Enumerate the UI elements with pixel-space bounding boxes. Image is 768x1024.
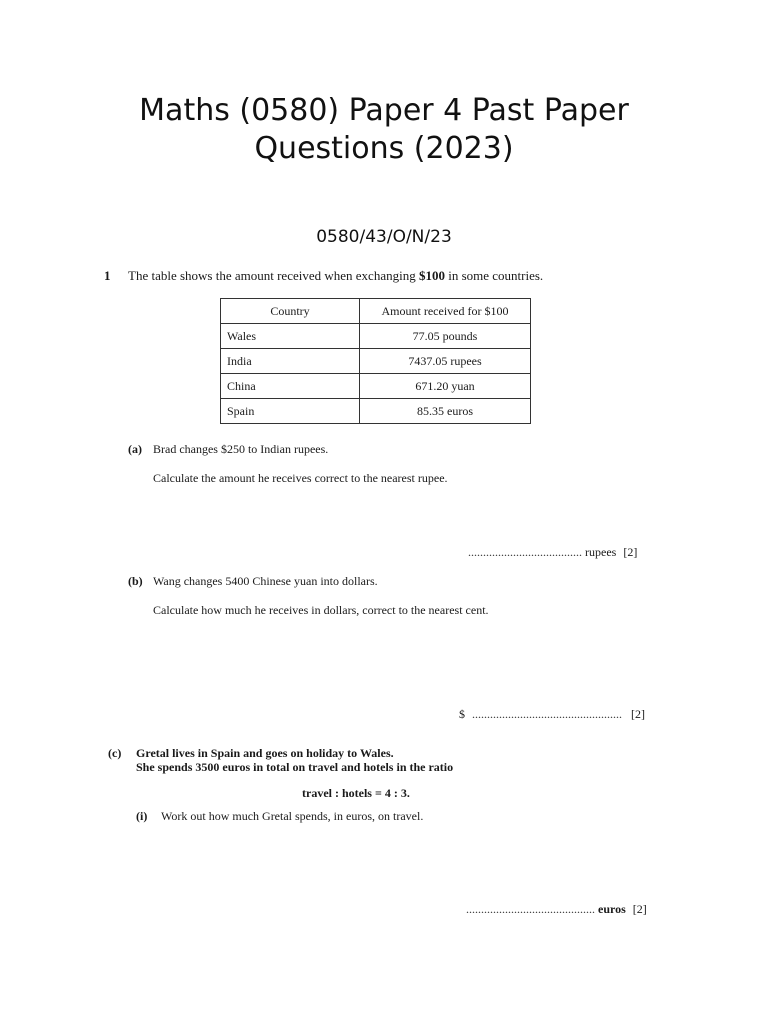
page-title-line-1: Maths (0580) Paper 4 Past Paper xyxy=(139,93,629,128)
part-a-line-1: Brad changes $250 to Indian rupees. xyxy=(153,442,329,456)
table-header-row xyxy=(221,299,531,324)
stem-bold-amount: $100 xyxy=(418,268,445,283)
part-b-line-2: Calculate how much he receives in dollars, correct to the nearest cent. xyxy=(153,603,489,617)
table-cell-country: China xyxy=(221,374,360,399)
column-header-country: Country xyxy=(221,299,360,324)
answer-dots: ........................................... xyxy=(466,902,595,916)
marks: [2] xyxy=(632,902,647,916)
stem-text-start: The table shows the amount received when exchanging xyxy=(128,268,419,283)
table-row xyxy=(221,374,531,399)
table-cell-country: India xyxy=(221,349,360,374)
table-row xyxy=(221,324,531,349)
column-header-amount: Amount received for $100 xyxy=(360,299,531,324)
part-b-label: (b) xyxy=(128,574,143,588)
question-number: 1 xyxy=(104,268,111,283)
part-c-i-text: Work out how much Gretal spends, in euros, on travel. xyxy=(161,809,424,823)
page-title-line-2: Questions (2023) xyxy=(254,131,514,166)
marks: [2] xyxy=(631,707,645,721)
table-cell-country: Spain xyxy=(221,399,360,424)
part-a-answer-line xyxy=(468,545,637,560)
answer-dots: .................................................. xyxy=(472,707,622,721)
part-a-label: (a) xyxy=(128,442,142,456)
part-c-label: (c) xyxy=(108,746,122,760)
table-cell-amount: 77.05 pounds xyxy=(360,324,531,349)
stem-text-end: in some countries. xyxy=(444,268,544,283)
answer-unit: euros xyxy=(598,902,626,916)
table-row xyxy=(221,349,531,374)
answer-unit: rupees xyxy=(585,545,617,559)
exchange-rate-table xyxy=(220,298,531,424)
part-b-line-1: Wang changes 5400 Chinese yuan into dollars. xyxy=(153,574,378,588)
answer-dots: ...................................... xyxy=(468,545,582,559)
part-c-i-label: (i) xyxy=(136,809,148,823)
part-c-line-1: Gretal lives in Spain and goes on holiday to Wales. xyxy=(136,746,394,760)
table-cell-amount: 671.20 yuan xyxy=(360,374,531,399)
part-c-i-answer-line xyxy=(466,902,647,917)
table-cell-country: Wales xyxy=(221,324,360,349)
answer-prefix: $ xyxy=(459,707,465,721)
part-c-line-2: She spends 3500 euros in total on travel and hotels in the ratio xyxy=(136,760,454,774)
page-title xyxy=(0,92,768,168)
part-b-answer-line xyxy=(459,707,645,722)
table-cell-amount: 7437.05 rupees xyxy=(360,349,531,374)
question-stem xyxy=(128,268,543,284)
paper-code: 0580/43/O/N/23 xyxy=(316,227,452,247)
part-a-line-2: Calculate the amount he receives correct to the nearest rupee. xyxy=(153,471,448,485)
table-cell-amount: 85.35 euros xyxy=(360,399,531,424)
marks: [2] xyxy=(623,545,638,559)
table-row xyxy=(221,399,531,424)
ratio-statement: travel : hotels = 4 : 3. xyxy=(302,786,410,800)
